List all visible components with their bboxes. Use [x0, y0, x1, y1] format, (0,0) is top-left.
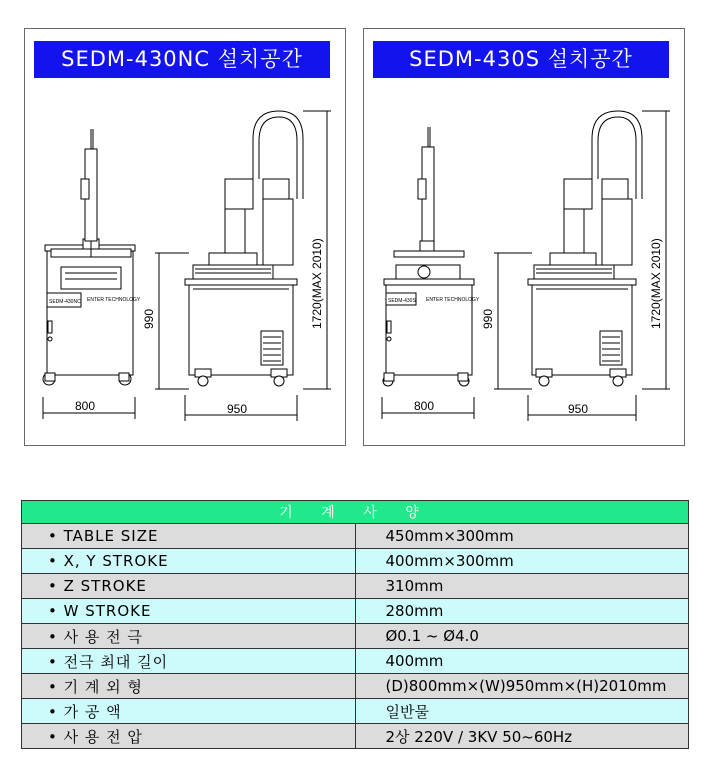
spec-table — [21, 500, 689, 749]
spec-value: 280mm — [355, 599, 689, 624]
height-dim: 990 — [142, 308, 156, 329]
width-side-dim: 950 — [227, 402, 248, 416]
front-view — [43, 129, 141, 419]
table-row — [22, 699, 689, 724]
height-dim: 990 — [481, 308, 495, 329]
width-front-dim: 800 — [414, 399, 435, 413]
spec-value: 400mm×300mm — [355, 549, 689, 574]
width-front-dim: 800 — [75, 399, 96, 413]
spec-key: • W STROKE — [22, 599, 356, 624]
spec-value: 450mm×300mm — [355, 524, 689, 549]
table-row — [22, 574, 689, 599]
spec-key: • Z STROKE — [22, 574, 356, 599]
total-height-dim: 1720(MAX 2010) — [649, 238, 663, 329]
table-row — [22, 549, 689, 574]
spec-header-row — [22, 501, 689, 524]
table-row — [22, 649, 689, 674]
width-side-dim: 950 — [568, 402, 589, 416]
table-row — [22, 724, 689, 749]
spec-value: 310mm — [355, 574, 689, 599]
spec-value: (D)800mm×(W)950mm×(H)2010mm — [355, 674, 689, 699]
nameplate: SEDM-430NC — [49, 299, 81, 305]
spec-header: 기 계 사 양 — [22, 501, 689, 524]
machine-drawing — [25, 29, 347, 447]
table-row — [22, 624, 689, 649]
spec-value: 일반물 — [355, 699, 689, 724]
table-row — [22, 524, 689, 549]
spec-value: Ø0.1 ~ Ø4.0 — [355, 624, 689, 649]
spec-key: • 사 용 전 극 — [22, 624, 356, 649]
spec-value: 2상 220V / 3KV 50~60Hz — [355, 724, 689, 749]
spec-key: • TABLE SIZE — [22, 524, 356, 549]
nameplate: SEDM-430S — [388, 298, 416, 304]
panel-title: SEDM-430NC 설치공간 — [34, 41, 330, 78]
panel-title: SEDM-430S 설치공간 — [373, 41, 669, 78]
spec-key: • 가 공 액 — [22, 699, 356, 724]
table-row — [22, 599, 689, 624]
installation-panel-s — [363, 28, 685, 446]
side-view — [481, 111, 670, 421]
brand-label: ENTER TECHNOLOGY — [426, 297, 480, 303]
side-view — [142, 111, 331, 421]
table-row — [22, 674, 689, 699]
spec-key: • 전극 최대 길이 — [22, 649, 356, 674]
spec-key: • 기 계 외 형 — [22, 674, 356, 699]
spec-key: • X, Y STROKE — [22, 549, 356, 574]
machine-drawing — [364, 29, 686, 447]
spec-key: • 사 용 전 압 — [22, 724, 356, 749]
total-height-dim: 1720(MAX 2010) — [310, 238, 324, 329]
installation-panel-nc — [24, 28, 346, 446]
brand-label: ENTER TECHNOLOGY — [87, 297, 141, 303]
front-view — [382, 127, 480, 419]
spec-value: 400mm — [355, 649, 689, 674]
